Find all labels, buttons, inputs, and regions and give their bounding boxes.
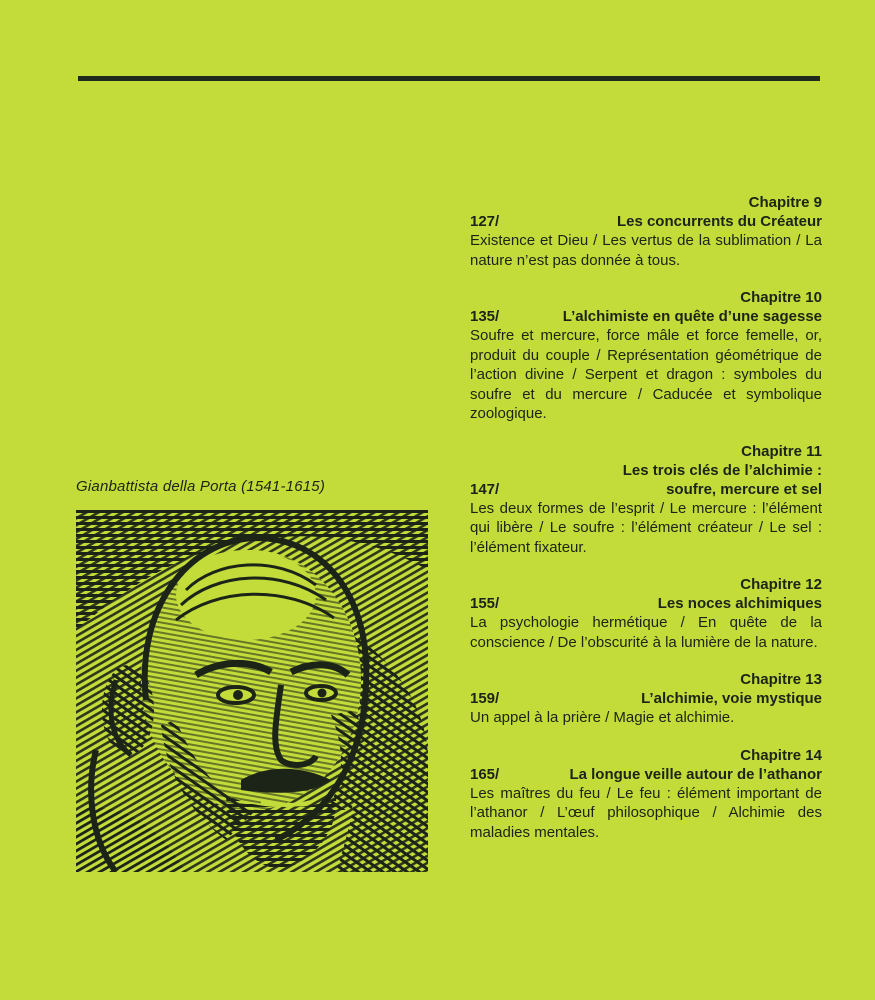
chapter-label: Chapitre 14 <box>740 746 822 764</box>
chapter-entry <box>470 670 822 728</box>
chapter-page-number: 147/ <box>470 480 500 498</box>
chapter-description: Un appel à la prière / Magie et alchimie. <box>470 709 735 726</box>
portrait-caption: Gianbattista della Porta (1541-1615) <box>76 478 326 495</box>
chapter-entry <box>470 442 822 558</box>
chapter-entry <box>470 746 822 843</box>
chapter-label: Chapitre 11 <box>741 442 822 460</box>
chapter-label: Chapitre 12 <box>740 576 822 593</box>
chapter-page-number: 127/ <box>470 213 500 230</box>
chapter-page-number: 155/ <box>470 595 500 612</box>
chapter-page-number: 159/ <box>470 690 500 707</box>
chapter-title: Les noces alchimiques <box>657 595 822 612</box>
chapter-title: L’alchimiste en quête d’une sagesse <box>562 308 822 325</box>
chapter-description: Existence et Dieu / Les vertus de la sublimation / La nature n’est pas donnée à tous. <box>470 232 822 269</box>
chapter-label: Chapitre 13 <box>740 671 822 688</box>
chapter-label: Chapitre 10 <box>740 289 822 306</box>
chapter-title-line: Les trois clés de l’alchimie : <box>622 461 822 479</box>
chapter-label: Chapitre 9 <box>748 194 822 211</box>
chapter-title: La longue veille autour de l’athanor <box>569 765 822 783</box>
top-rule <box>78 76 820 81</box>
portrait-engraving <box>76 510 428 872</box>
chapter-title: L’alchimie, voie mystique <box>641 690 822 707</box>
chapter-description: Les deux formes de l’esprit / Le mercure : l’élément qui libère / Le soufre : l’élément créateur / Le sel : l’élément fixateur. <box>470 499 822 556</box>
chapter-title: soufre, mercure et sel <box>666 480 822 498</box>
table-of-contents <box>470 193 822 860</box>
chapter-entry <box>470 193 822 270</box>
chapter-description: La psychologie hermétique / En quête de la conscience / De l’obscurité à la lumière de la nature. <box>470 614 822 651</box>
chapter-entry <box>470 575 822 652</box>
chapter-description: Soufre et mercure, force mâle et force femelle, or, produit du couple / Représentation géométrique de l’action divine / Serpent et dragon : symboles du soufre et du mercure / Caducée et symbolique zoologique. <box>470 327 822 422</box>
chapter-description: Les maîtres du feu / Le feu : élément important de l’athanor / L’œuf philosophique / Alchimie des maladies mentales. <box>470 784 822 841</box>
chapter-page-number: 165/ <box>470 765 500 783</box>
chapter-entry <box>470 288 822 424</box>
chapter-page-number: 135/ <box>470 308 500 325</box>
chapter-title: Les concurrents du Créateur <box>616 213 822 230</box>
